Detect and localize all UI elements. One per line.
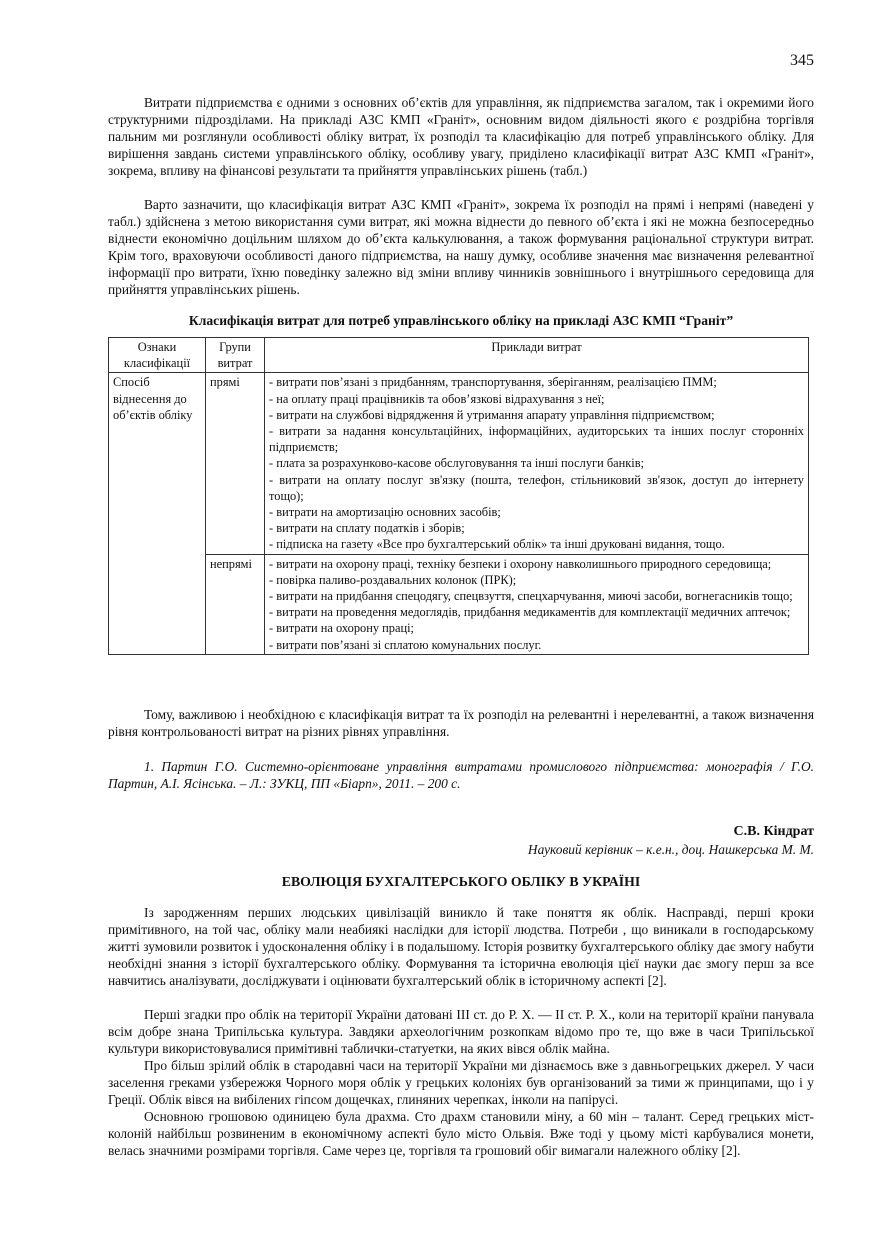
body-paragraph: Основною грошовою одиницею була драхма. Сто драхм становили міну, а 60 мін – талант. Серед грецьких міст-колоній найбільш розвиненим в економічному аспекті було місто Ольвія. Вже тоді у цьому місті карбувалися монети, велась значними розмірами торгівля. Саме через це, торгівля та грошовий обіг вимагали належного обліку [2]. — [108, 1109, 814, 1159]
intro-paragraph: Варто зазначити, що класифікація витрат АЗС КМП «Граніт», зокрема їх розподіл на прямі і непрямі (наведені у табл.) здійснена з метою використання суми витрат, які можна віднести до певного об’єкта і які не можна безпосередньо віднести економічно доцільним шляхом до об’єкта калькулювання, а також формування раціональної структури витрат. Крім того, враховуючи особливості даного підприємства, на нашу думку, особливе значення має визначення релевантної інформації про витрати, їхню поведінку залежно від зміни впливу чинників зовнішнього і внутрішнього середовища для прийняття управлінських рішень. — [108, 197, 814, 298]
list-item: - на оплату праці працівників та обов’язкові відрахування з неї; — [269, 391, 605, 406]
body-paragraph: Перші згадки про облік на території України датовані III ст. до Р. Х. — II ст. Р. Х., коли на території країни панувала всім добре знана Трипільська культура. Завдяки археологічним розкопкам відомо про те, що вже в часи Трипільської культури використовувалися примітивні таблички-статуетки, на яких вівся облік майна. — [108, 1007, 814, 1057]
list-item: - витрати на придбання спецодягу, спецвзуття, спецхарчування, миючі засоби, вогнегасників тощо; — [269, 589, 793, 604]
author-block — [528, 823, 814, 858]
list-item: - витрати пов’язані зі сплатою комунальних послуг. — [269, 637, 542, 652]
examples-cell-direct — [265, 373, 809, 554]
intro-paragraph: Витрати підприємства є одними з основних об’єктів для управління, як підприємства загалом, так і окремими його структурними підрозділами. На прикладі АЗС КМП «Граніт», основним видом діяльності якого є роздрібна торгівля пальним ми розглянули особливості обліку витрат, їх розподіл та класифікацію для потреб управлінського обліку. Для вирішення завдань системи управлінського обліку, особливу увагу, приділено класифікації витрат АЗС КМП «Граніт», зокрема, впливу на фінансові результати та прийняття управлінських рішень (табл.) — [108, 95, 814, 179]
page-number: 345 — [790, 52, 814, 69]
criterion-cell: Спосіб віднесення до об’єктів обліку — [109, 373, 206, 654]
list-item: - витрати за надання консультаційних, інформаційних, аудиторських та інших послуг сторонніх підприємств; — [269, 424, 804, 455]
list-item: - плата за розрахунково-касове обслуговування та інші послуги банків; — [269, 456, 645, 471]
reference-item: 1. Партин Г.О. Системно-орієнтоване управління витратами промислового підприємства: монографія / Г.О. Партин, А.І. Ясінська. – Л.: ЗУКЦ, ПП «Біарп», 2011. – 200 с. — [108, 759, 814, 792]
list-item: - витрати на охорону праці, техніку безпеки і охорону навколишнього природного середовища; — [269, 556, 772, 571]
list-item: - витрати пов’язані з придбанням, транспортування, зберіганням, реалізацією ПММ; — [269, 375, 717, 390]
list-item: - витрати на сплату податків і зборів; — [269, 521, 465, 536]
list-item: - повірка паливо-роздавальних колонок (ПРК); — [269, 572, 517, 587]
body-paragraph: Із зародженням перших людських цивілізацій виникло й таке поняття як облік. Насправді, перші кроки примітивного, на той час, обліку мали неабиякі наслідки для історії людства. Потреби , що виникали в господарському житті зумовили розвиток і удосконалення обліку і в подальшому. Історія розвитку бухгалтерського обліку дає змогу набути необхідні знання з історії бухгалтерського обліку. Формування та історична еволюція цієї науки дає змогу перш за все навчитись аналізувати, досліджувати і оцінювати бухгалтерський облік в історичному аспекті [2]. — [108, 905, 814, 989]
list-item: - витрати на службові відрядження й утримання апарату управління підприємством; — [269, 407, 715, 422]
classification-table — [108, 337, 809, 655]
header-examples: Приклади витрат — [265, 338, 809, 373]
body-paragraph: Про більш зрілий облік в стародавні часи на території України ми дізнаємось вже з давньогрецьких джерел. У часи заселення греками узбережжя Чорного моря облік у грецьких колоніях був організований за тими ж принципами, що і у Греції. Облік вівся на вибілених гіпсом дощечках, глиняних черепках, інколи на папірусі. — [108, 1058, 814, 1108]
table-row — [109, 373, 809, 554]
article-title: ЕВОЛЮЦІЯ БУХГАЛТЕРСЬКОГО ОБЛІКУ В УКРАЇНІ — [281, 874, 641, 889]
header-criteria: Ознаки класифікації — [109, 338, 206, 373]
table-row — [109, 554, 809, 654]
examples-cell-indirect — [265, 554, 809, 654]
list-item: - витрати на амортизацію основних засобів; — [269, 505, 501, 520]
table-header-row — [109, 338, 809, 373]
header-groups: Групи витрат — [206, 338, 265, 373]
list-item: - підписка на газету «Все про бухгалтерський облік» та інші друковані видання, тощо. — [269, 537, 725, 552]
supervisor: Науковий керівник – к.е.н., доц. Нашкерська М. М. — [527, 842, 814, 858]
conclusion-paragraph: Тому, важливою і необхідною є класифікація витрат та їх розподіл на релевантні і нерелевантні, а також визначення рівня контрольованості витрат на різних рівнях управління. — [108, 707, 814, 740]
list-item: - витрати на охорону праці; — [269, 621, 414, 636]
list-item: - витрати на проведення медоглядів, придбання медикаментів для комплектації медичних аптечок; — [269, 605, 791, 620]
table-caption: Класифікація витрат для потреб управлінського обліку на прикладі АЗС КМП “Граніт” — [188, 313, 734, 328]
group-cell-indirect: непрямі — [206, 554, 265, 654]
group-cell-direct: прямі — [206, 373, 265, 554]
author-name: С.В. Кіндрат — [733, 824, 814, 839]
list-item: - витрати на оплату послуг зв'язку (пошта, телефон, стільниковий зв'язок, доступ до інтернету тощо); — [269, 472, 804, 503]
